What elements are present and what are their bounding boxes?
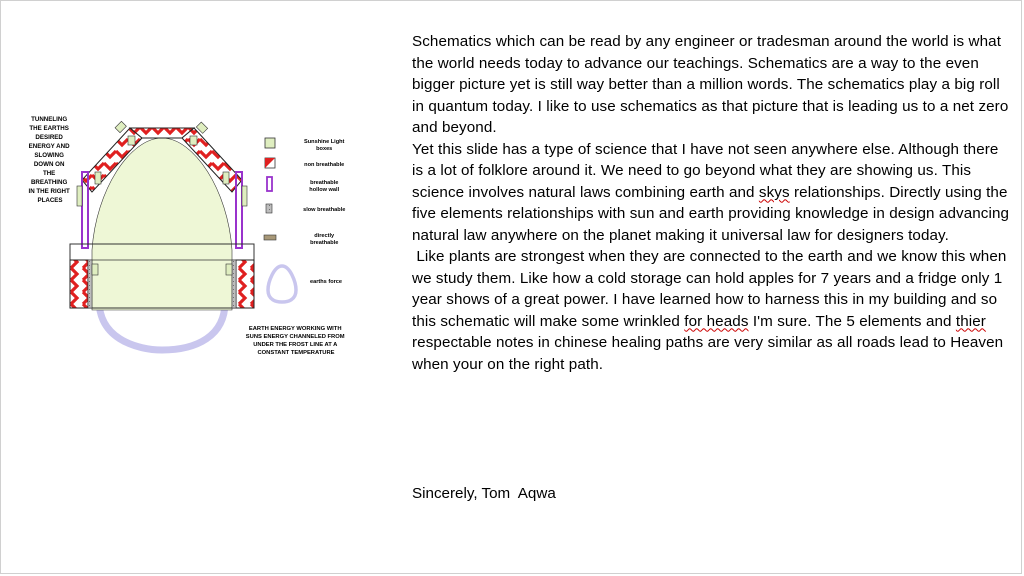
paragraph-segment: I'm sure. The 5 elements and — [748, 312, 956, 330]
paragraph-segment: Like plants are strongest when they are connected to the earth and we know this when we study them. Like how a cold storage can hold apples for 7 years and a fridge only 1 year shows of a great power. I have learned how to harness this in my building and so this schematic will make some wrinkled — [412, 248, 1011, 330]
paragraph: Schematics which can be read by any engineer or tradesman around the world is what the world needs today to advance our teachings. Schematics are a way to the even bigger picture yet is still way better than a million words. The schematics play a big roll in quantum today. I like to use schematics as that picture that is leading us to a net zero and beyond. — [412, 33, 1009, 136]
bottom-note — [246, 326, 346, 356]
slow-breathable-wall — [88, 260, 92, 308]
foundation-wall-right — [236, 260, 254, 308]
legend-label: directly — [314, 233, 335, 239]
legend-label: non breathable — [304, 162, 345, 168]
legend-sunshine-swatch — [265, 138, 275, 148]
legend-hollow-wall-swatch — [267, 177, 272, 191]
bottom-note-line: EARTH ENERGY WORKING WITH — [248, 326, 342, 332]
legend — [264, 138, 347, 302]
legend-label: boxes — [316, 146, 333, 152]
paragraph-segment: relationships. Directly using the five elements relationships with sun and earth providing knowledge in design advancing natural law anywhere on the planet making it universal law for designers today. — [412, 183, 1010, 244]
bottom-note-line: SUNS ENERGY CHANNELED FROM — [245, 334, 345, 340]
left-note-line: PLACES — [37, 197, 63, 204]
slow-breathable-box — [223, 172, 229, 184]
light-box — [92, 264, 98, 275]
bottom-note-line: CONSTANT TEMPERATURE — [257, 350, 335, 356]
paragraph — [412, 246, 1012, 375]
light-box — [226, 264, 232, 275]
bottom-note-line: UNDER THE FROST LINE AT A — [253, 342, 338, 348]
left-note-line: SLOWING — [34, 152, 64, 159]
legend-directly-breathable-swatch — [264, 235, 276, 240]
misspelled-word: thier — [955, 312, 986, 330]
misspelled-word: skys — [758, 183, 790, 201]
svg-text:TUNNELING THE EARTHS — [29, 116, 72, 204]
legend-label: hollow wall — [309, 187, 340, 193]
light-box — [115, 121, 126, 132]
legend-label: earths force — [309, 279, 343, 285]
left-note-line: DESIRED — [35, 134, 63, 141]
left-note-line: ENERGY AND — [28, 143, 70, 150]
left-note-line: THE EARTHS — [29, 125, 69, 132]
foundation-wall-left — [70, 260, 88, 308]
left-note-line: THE — [42, 170, 56, 177]
left-note — [29, 116, 72, 204]
legend-label: breathable — [310, 240, 339, 246]
paragraph-segment: Yet this slide has a type of science that I have not seen anywhere else. Although there is a lot of folklore around it. We need to go beyond what they are showing us. This science involves natural laws combining earth and — [412, 140, 999, 201]
grammar-flag: for heads — [684, 312, 749, 330]
slow-breathable-wall — [232, 260, 236, 308]
svg-text:EARTH ENERGY WORKING WITH — [246, 326, 346, 356]
signoff: Sincerely, Tom Aqwa — [412, 485, 556, 502]
light-box — [190, 136, 197, 145]
slide-body-text — [412, 31, 1012, 375]
legend-slow-breathable-swatch — [266, 204, 272, 213]
legend-label: Sunshine Light — [304, 139, 345, 145]
left-note-line: BREATHING — [30, 179, 68, 186]
legend-label: breathable — [310, 180, 339, 186]
slow-breathable-box — [77, 186, 82, 206]
left-note-line: TUNNELING — [31, 116, 68, 123]
building-schematic — [20, 100, 360, 390]
paragraph — [412, 139, 1012, 247]
paragraph-segment: respectable notes in chinese healing paths are very similar as all roads lead to Heaven when your on the right path. — [412, 312, 1008, 373]
slow-breathable-box — [95, 172, 101, 184]
left-note-line: IN THE RIGHT — [28, 188, 70, 195]
legend-earths-force-swatch — [268, 266, 296, 302]
legend-label: slow breathable — [303, 207, 346, 213]
svg-text:Sunshine Light boxes — [303, 139, 347, 285]
light-box — [128, 136, 135, 145]
legend-non-breathable-swatch — [265, 158, 275, 168]
slow-breathable-box — [242, 186, 247, 206]
left-note-line: DOWN ON — [33, 161, 65, 168]
